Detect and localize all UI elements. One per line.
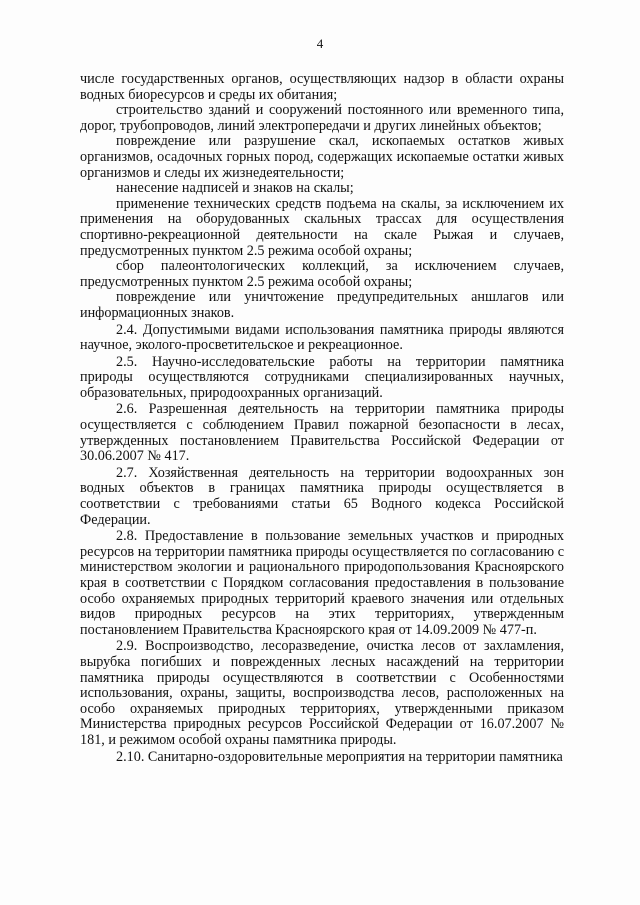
paragraph: сбор палеонтологических коллекций, за исключением случаев, предусмотренных пунктом 2.5 режима особой охраны;	[80, 258, 564, 290]
paragraph: нанесение надписей и знаков на скалы;	[116, 180, 354, 197]
paragraph: повреждение или разрушение скал, ископаемых остатков живых организмов, осадочных горных пород, содержащих ископаемые остатки живых организмов и следы их жизнедеятельности;	[80, 133, 564, 181]
paragraph-2-5: 2.5. Научно-исследовательские работы на территории памятника природы осуществляются сотрудниками специализированных научных, образовательных, природоохранных организаций.	[80, 353, 564, 401]
paragraph: применение технических средств подъема на скалы, за исключением их применения на оборудованных скальных трассах для осуществления спортивно-рекреационной деятельности на скале Рыжая и случаев, предусмотренных пунктом 2.5 режима особой охраны;	[80, 195, 564, 259]
paragraph: повреждение или уничтожение предупредительных аншлагов или информационных знаков.	[80, 289, 564, 321]
paragraph-2-7: 2.7. Хозяйственная деятельность на территории водоохранных зон водных объектов в границах памятника природы осуществляется в соответствии с требованиями статьи 65 Водного кодекса Российской Федерации.	[80, 464, 564, 528]
paragraph-2-6: 2.6. Разрешенная деятельность на территории памятника природы осуществляется с соблюдением Правил пожарной безопасности в лесах, утвержденных постановлением Правительства Российской Федерации от 30.06.2007 № 417.	[80, 401, 564, 465]
paragraph-2-8: 2.8. Предоставление в пользование земельных участков и природных ресурсов на территории памятника природы осуществляется по согласованию с министерством экологии и рационального природопользования Красноярского края в соответствии с Порядком согласования предоставления в пользование особо охраняемых природных территорий краевого значения или отдельных видов природных ресурсов на этих территориях, утвержденным постановлением Правительства Красноярского края от 14.09.2009 № 477-п.	[80, 528, 564, 638]
paragraph-2-4: 2.4. Допустимыми видами использования памятника природы являются научное, эколого-просветительское и рекреационное.	[80, 321, 564, 354]
paragraph: числе государственных органов, осуществляющих надзор в области охраны водных биоресурсов и среды их обитания;	[80, 71, 564, 103]
paragraph: строительство зданий и сооружений постоянного или временного типа, дорог, трубопроводов, линий электропередачи и других линейных объектов;	[80, 102, 564, 134]
paragraph-2-9: 2.9. Воспроизводство, лесоразведение, очистка лесов от захламления, вырубка погибших и поврежденных лесных насаждений на территории памятника природы осуществляются в соответствии с Особенностями использования, охраны, защиты, воспроизводства лесов, расположенных на особо охраняемых природных территориях, утвержденными приказом Министерства природных ресурсов Российской Федерации от 16.07.2007 № 181, и режимом особой охраны памятника природы.	[80, 638, 564, 748]
paragraph-2-10: 2.10. Санитарно-оздоровительные мероприятия на территории памятника	[116, 748, 563, 765]
page-number: 4	[316, 36, 324, 51]
body-text	[80, 72, 564, 765]
